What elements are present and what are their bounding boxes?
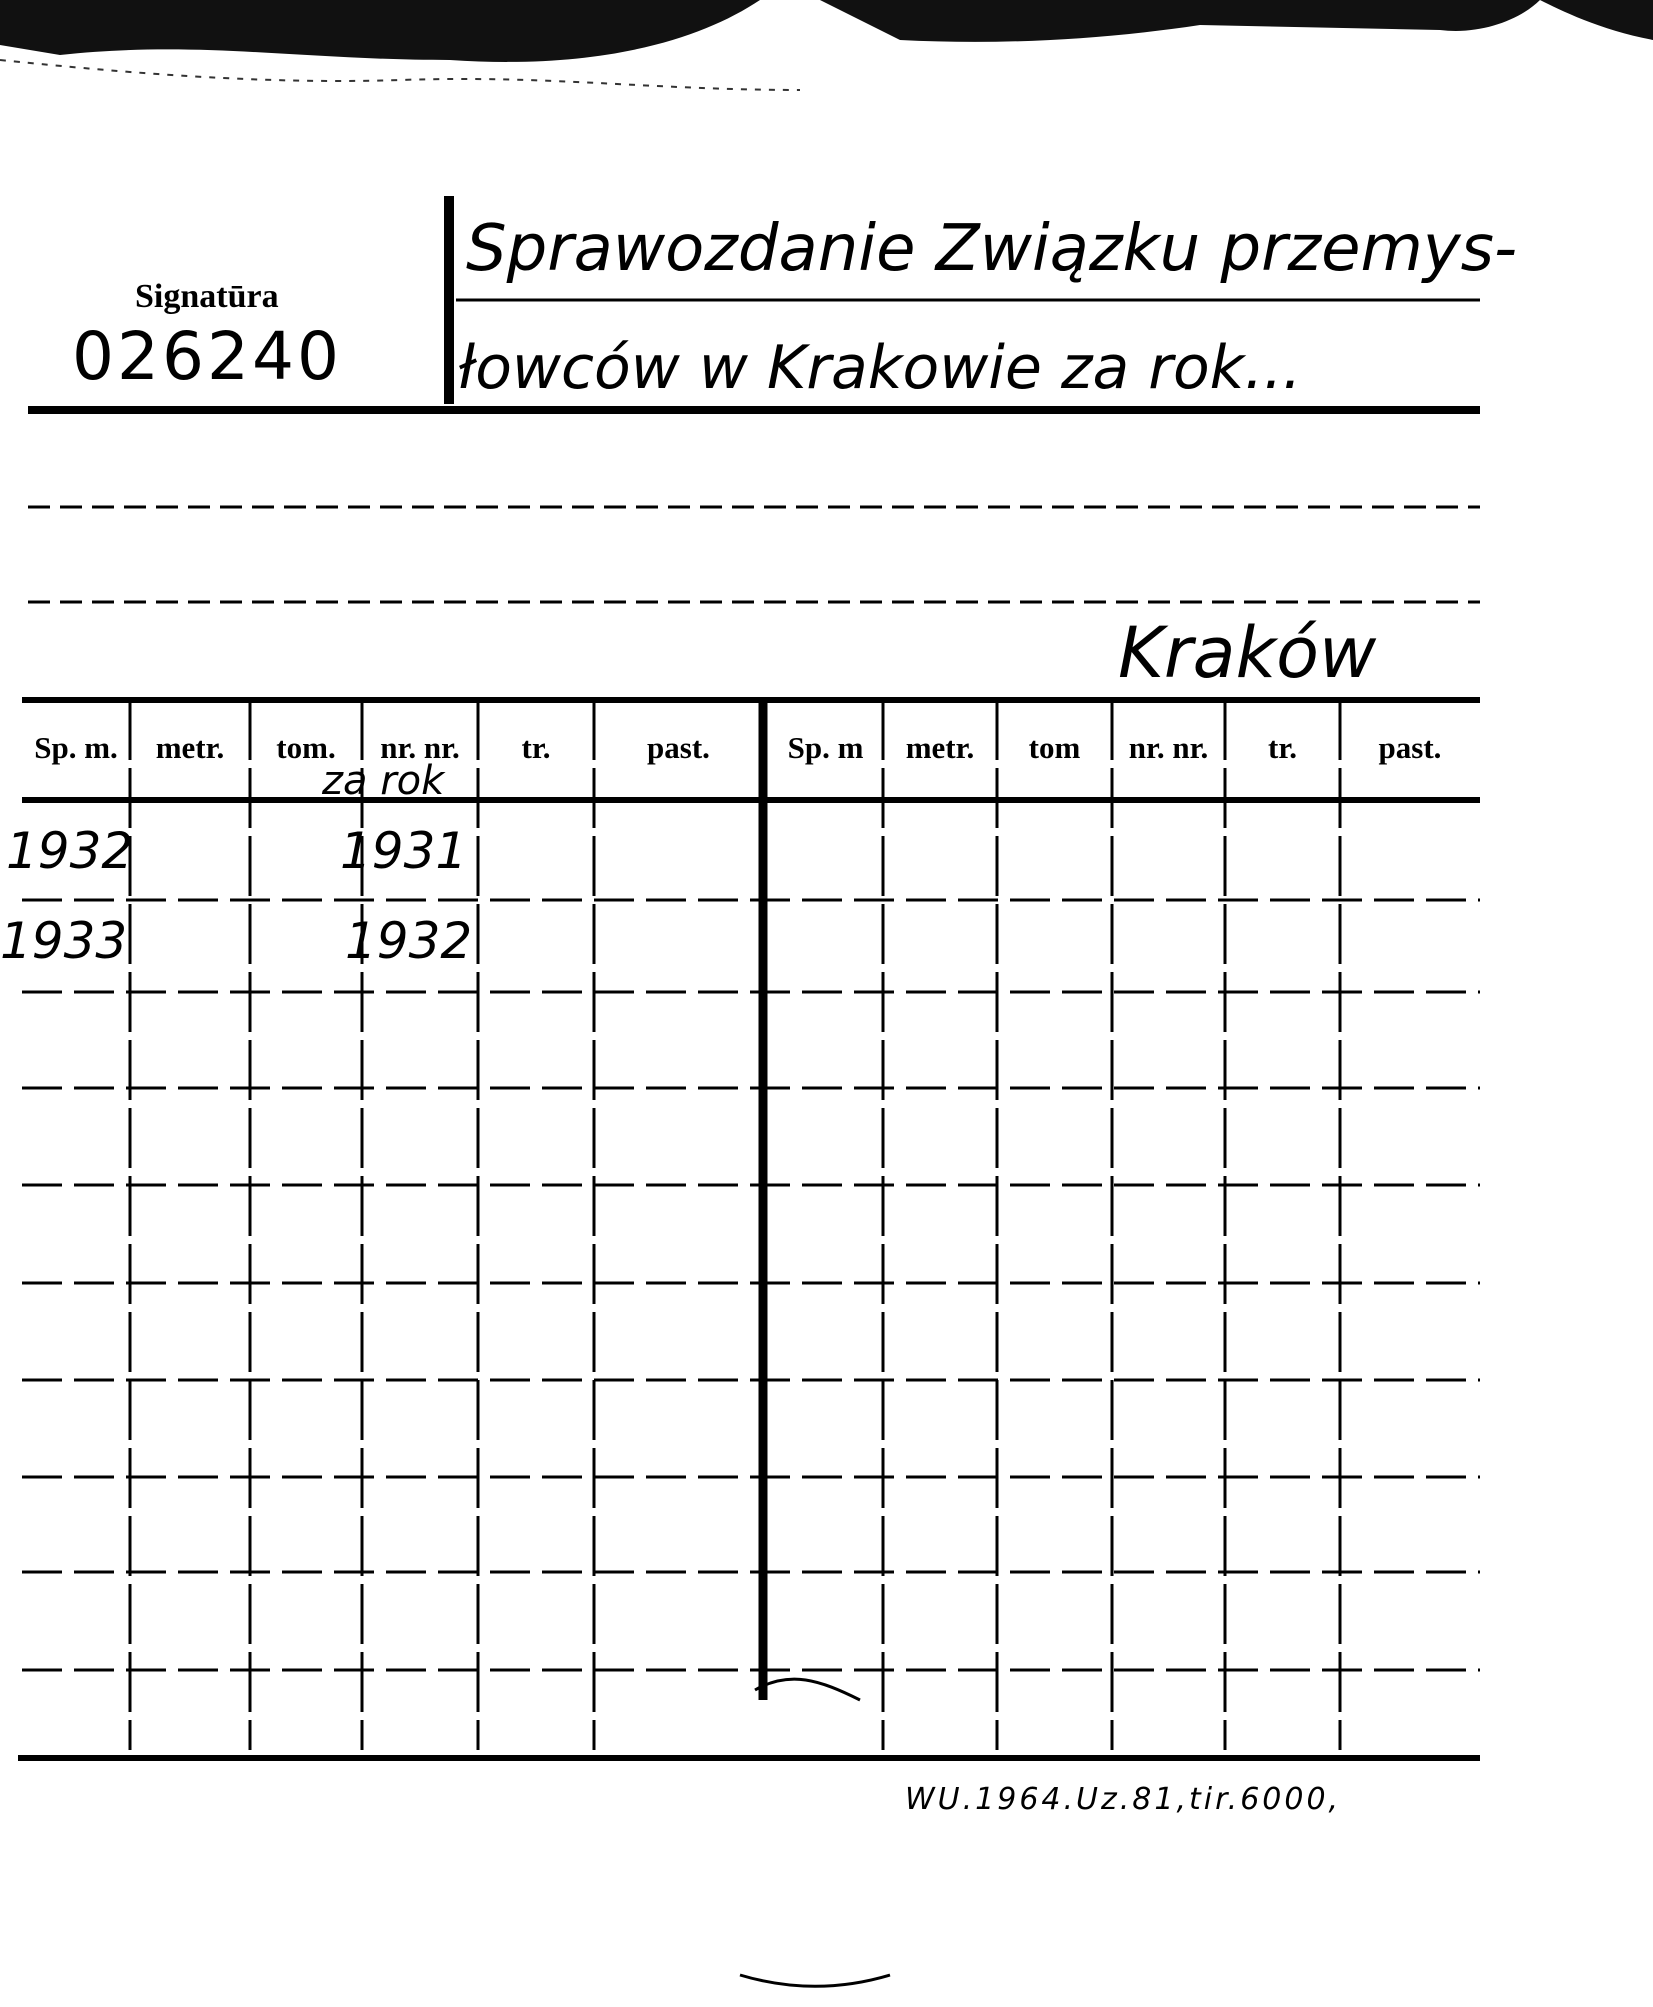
col-header-tr-right: tr.	[1268, 730, 1297, 765]
col-header-sp-m-right: Sp. m	[787, 730, 864, 765]
footer-print-note: WU.1964.Uz.81,tir.6000,	[905, 1782, 1342, 1817]
place-name: Kraków	[1118, 612, 1377, 694]
row-2-nr-nr: 1932	[345, 912, 473, 970]
title-line-1: Sprawozdanie Związku przemys-	[466, 212, 1518, 286]
row-1-nr-nr: 1931	[340, 822, 468, 880]
col-header-tom: tom.	[276, 730, 336, 765]
col-header-past-right: past.	[1378, 730, 1442, 765]
col-header-tr: tr.	[521, 730, 551, 765]
signature-number: 026240	[72, 318, 342, 395]
annotation-za-rok: za rok	[322, 758, 445, 804]
col-header-metr: metr.	[155, 730, 225, 765]
torn-top-edge	[0, 0, 1653, 62]
col-header-nr-nr: nr. nr.	[380, 730, 460, 765]
title-line-2: łowców w Krakowie za rok...	[458, 333, 1302, 403]
col-header-past: past.	[647, 730, 710, 765]
row-1-sp-m: 1932	[6, 822, 134, 880]
signature-label: Signatūra	[135, 278, 279, 315]
row-2-sp-m: 1933	[0, 912, 128, 970]
col-header-tom-right: tom	[1028, 730, 1081, 765]
col-header-metr-right: metr.	[905, 730, 975, 765]
col-header-sp-m: Sp. m.	[34, 730, 118, 765]
col-header-nr-nr-right: nr. nr.	[1128, 730, 1209, 765]
